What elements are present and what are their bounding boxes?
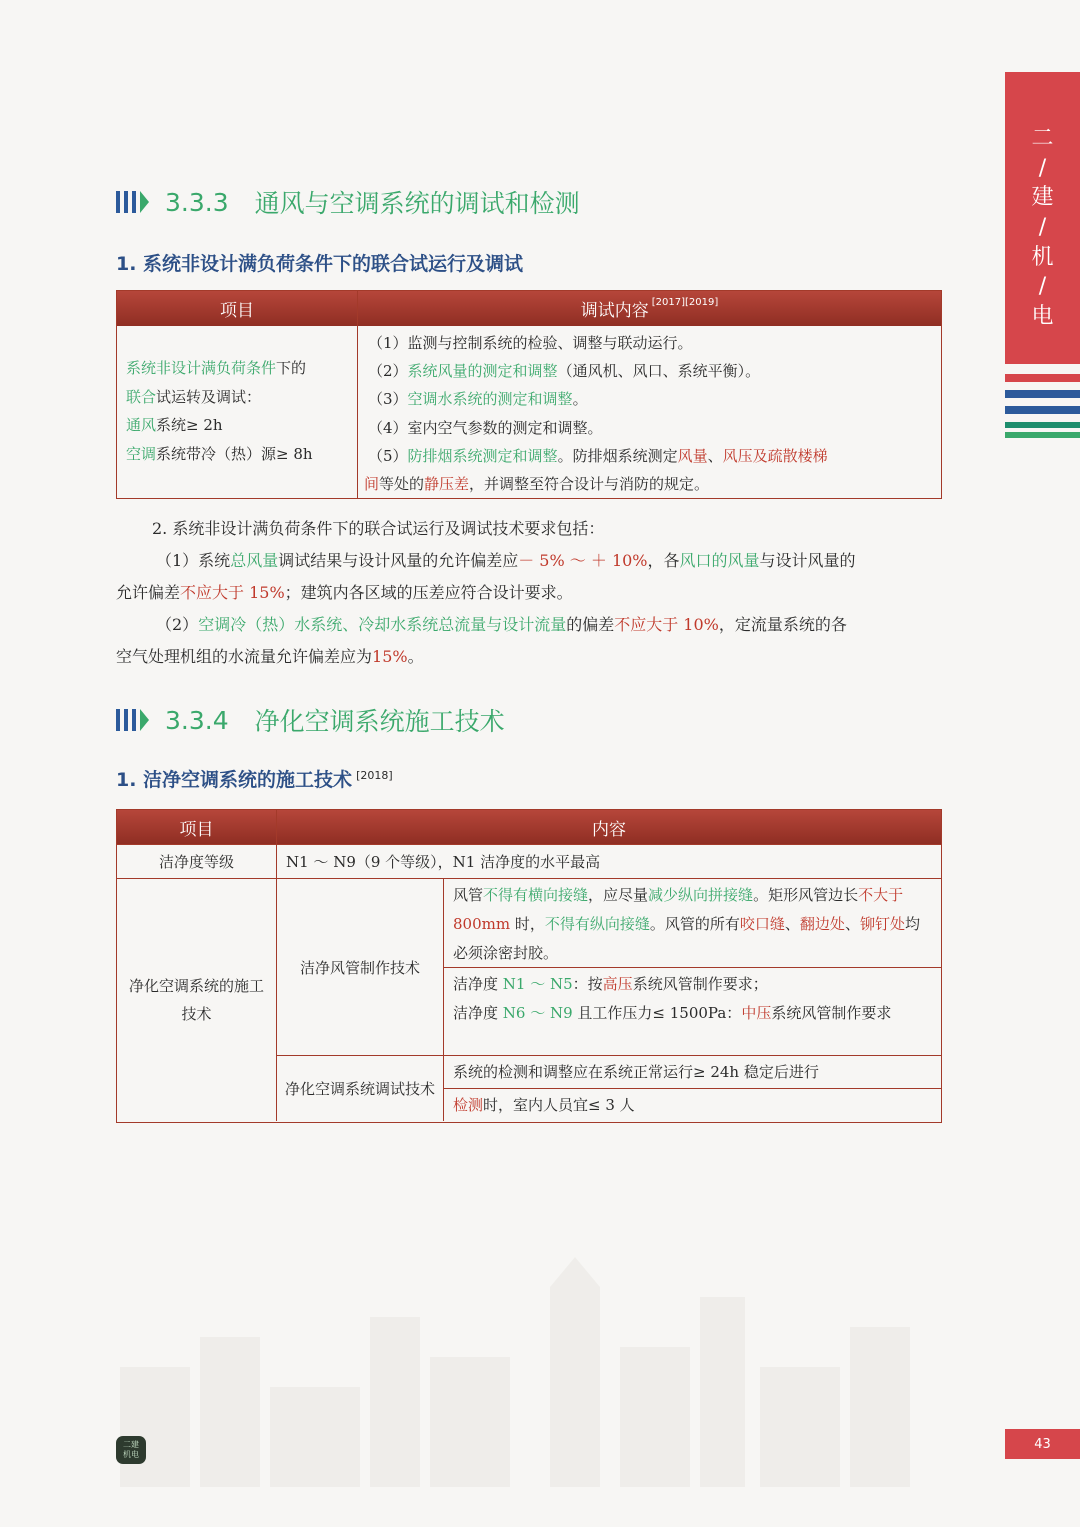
list-item: （1）监测与控制系统的检验、调整与联动运行。 bbox=[368, 334, 693, 352]
tab-char: 二 bbox=[1031, 126, 1054, 151]
content-cell: 风管不得有横向接缝，应尽量减少纵向拼接缝。矩形风管边长不大于 800mm 时，不得有纵向接缝。风管的所有咬口缝、翻边处、铆钉处均必须涂密封胶。 bbox=[444, 879, 941, 968]
content-column bbox=[444, 879, 941, 1121]
header-item: 项目 bbox=[117, 291, 358, 326]
content-cell: 系统的检测和调整应在系统正常运行≥ 24h 稳定后进行 bbox=[444, 1056, 941, 1089]
logo-text: 二建 bbox=[123, 1440, 139, 1449]
header-item: 项目 bbox=[117, 810, 277, 844]
paragraph-line: （2）空调冷（热）水系统、冷却水系统总流量与设计流量的偏差不应大于 10%，定流量系统的各 bbox=[156, 615, 847, 634]
chapter-tab bbox=[1005, 72, 1080, 364]
cell-text: 下的 bbox=[276, 359, 307, 377]
section-heading bbox=[116, 184, 580, 220]
table-header bbox=[117, 291, 941, 326]
list-item: （4）室内空气参数的测定和调整。 bbox=[368, 418, 603, 437]
cell-text: 试运转及调试： bbox=[156, 387, 262, 406]
decor-stripe bbox=[1005, 406, 1080, 414]
paragraph-line: （1）系统总风量调试结果与设计风量的允许偏差应－ 5% ～ ＋ 10%，各风口的风量与设计风量的 bbox=[156, 551, 856, 570]
highlight-text: 空调 bbox=[126, 444, 157, 463]
subsection-heading: 1. 系统非设计满负荷条件下的联合试运行及调试 bbox=[116, 253, 524, 275]
table-row-group bbox=[117, 878, 941, 1121]
subsection-title: 1. 洁净空调系统的施工技术 bbox=[116, 769, 353, 791]
year-tag: [2018] bbox=[356, 768, 393, 782]
decor-stripe bbox=[1005, 432, 1080, 438]
cityscape-background bbox=[120, 1227, 950, 1487]
section-number: 3.3.4 bbox=[165, 705, 229, 735]
cell-text: 洁净度等级 bbox=[117, 845, 277, 878]
cell-text: 系统≥ 2h bbox=[156, 416, 223, 434]
tab-char: 机 bbox=[1031, 244, 1054, 270]
tab-char: / bbox=[1038, 274, 1047, 300]
content-cell bbox=[358, 326, 941, 498]
group-cell bbox=[117, 879, 277, 1121]
requirements-paragraph bbox=[116, 513, 942, 673]
logo-text: 机电 bbox=[123, 1450, 139, 1459]
highlight-text: 系统非设计满负荷条件 bbox=[126, 359, 277, 377]
cell-text: N1 ～ N9（9 个等级），N1 洁净度的水平最高 bbox=[286, 853, 601, 871]
decor-stripe bbox=[1005, 390, 1080, 398]
subitem-column bbox=[277, 879, 444, 1121]
decor-stripe bbox=[1005, 422, 1080, 428]
cell-text: 系统带冷（热）源≥ 8h bbox=[156, 444, 313, 463]
cell-text: 洁净风管制作技术 bbox=[277, 879, 443, 1056]
section-number: 3.3.3 bbox=[165, 187, 229, 217]
commissioning-table bbox=[116, 290, 942, 499]
header-content-label: 调试内容 bbox=[580, 301, 649, 321]
tab-char: / bbox=[1038, 155, 1047, 181]
paragraph-line: 空气处理机组的水流量允许偏差应为15%。 bbox=[116, 647, 424, 666]
section-marker-icon bbox=[116, 709, 149, 731]
item-cell bbox=[117, 326, 358, 498]
paragraph-line: 2. 系统非设计满负荷条件下的联合试运行及调试技术要求包括： bbox=[152, 519, 605, 538]
list-item: （3）空调水系统的测定和调整。 bbox=[368, 390, 588, 409]
content-cell: 检测时，室内人员宜≤ 3 人 bbox=[453, 1096, 635, 1114]
content-cell: 洁净度 N1 ～ N5：按高压系统风管制作要求； 洁净度 N6 ～ N9 且工作压力≤ 1500Pa：中压系统风管制作要求 bbox=[444, 968, 941, 1056]
paragraph-line: 允许偏差不应大于 15%；建筑内各区域的压差应符合设计要求。 bbox=[116, 583, 573, 602]
tab-char: 建 bbox=[1031, 185, 1054, 211]
section-marker-icon bbox=[116, 191, 149, 213]
section-title: 净化空调系统施工技术 bbox=[254, 707, 505, 736]
table-row bbox=[117, 844, 941, 878]
tab-char: 电 bbox=[1031, 304, 1054, 330]
section-heading bbox=[116, 702, 505, 738]
list-item-continued: 间等处的静压差，并调整至符合设计与消防的规定。 bbox=[364, 475, 710, 494]
highlight-text: 联合 bbox=[126, 387, 157, 406]
table-row bbox=[117, 326, 941, 498]
tab-char: / bbox=[1038, 215, 1047, 241]
table-header bbox=[117, 810, 941, 844]
brand-logo bbox=[116, 1436, 146, 1464]
decor-stripe bbox=[1005, 374, 1080, 382]
highlight-text: 通风 bbox=[126, 416, 157, 434]
cell-wrap bbox=[277, 1056, 443, 1121]
page-number: 43 bbox=[1005, 1429, 1080, 1459]
cleanroom-table bbox=[116, 809, 942, 1123]
subsection-heading bbox=[116, 765, 393, 792]
header-content bbox=[358, 291, 941, 326]
cell-text: 净化空调系统调试技术 bbox=[285, 1079, 436, 1098]
year-tag: [2017][2019] bbox=[651, 297, 719, 308]
header-content: 内容 bbox=[592, 819, 626, 840]
section-title: 通风与空调系统的调试和检测 bbox=[254, 189, 580, 218]
list-item: （2）系统风量的测定和调整（通风机、风口、系统平衡）。 bbox=[368, 362, 761, 381]
list-item: （5）防排烟系统测定和调整。防排烟系统测定风量、风压及疏散楼梯 bbox=[368, 446, 828, 465]
cell-text: 净化空调系统的施工技术 bbox=[128, 977, 264, 1023]
